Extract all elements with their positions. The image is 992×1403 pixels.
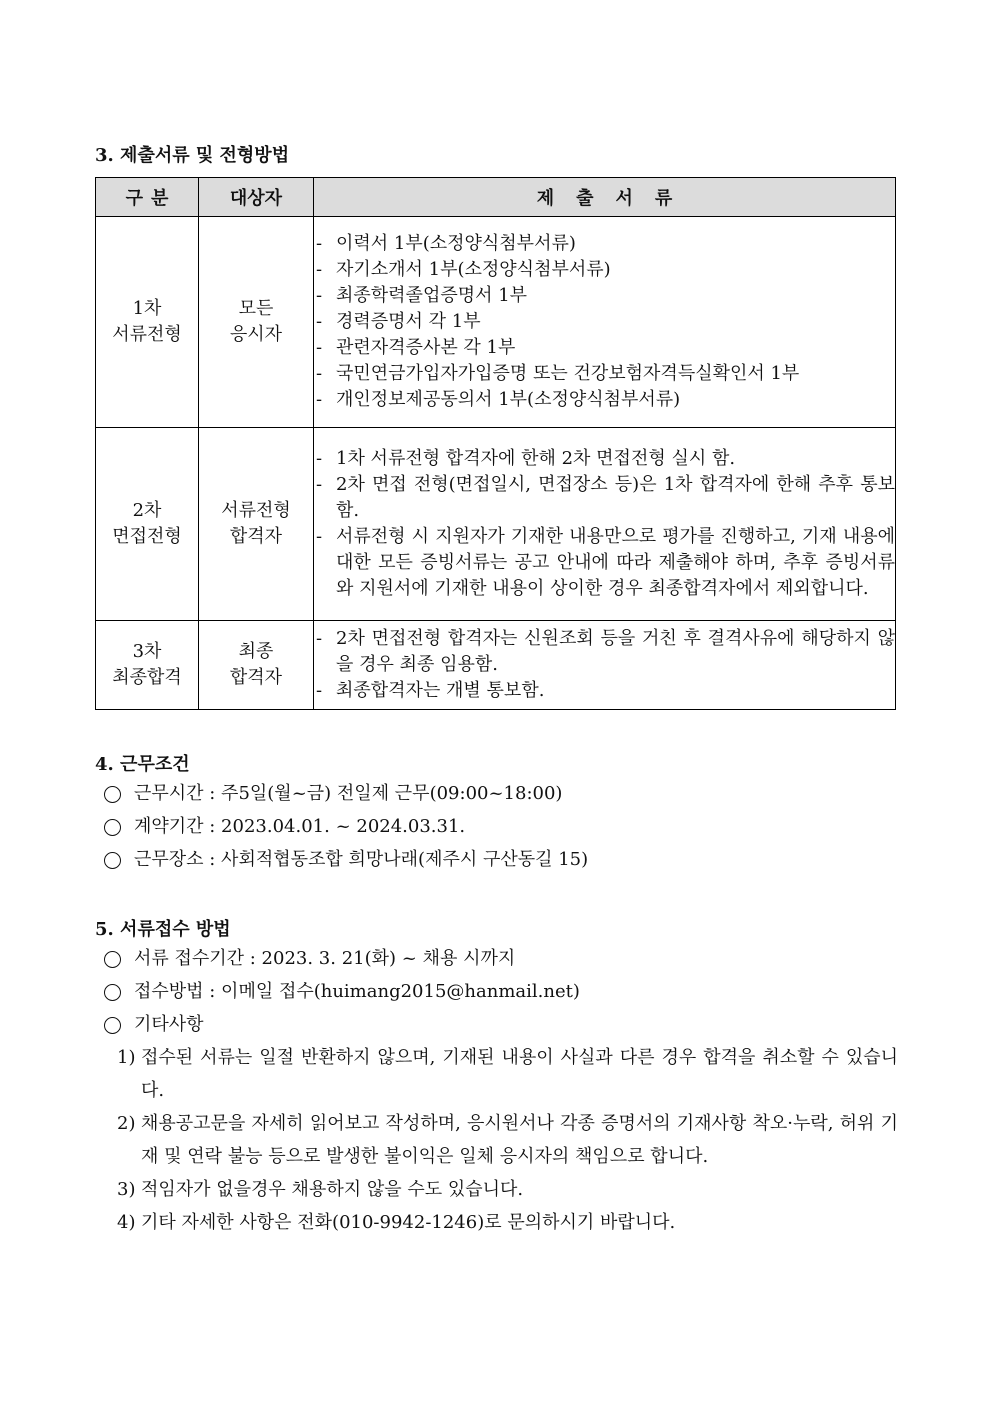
list-item: - 자기소개서 1부(소정양식첨부서류) <box>314 257 895 283</box>
documents-cell <box>314 217 896 428</box>
circle-bullet-icon <box>104 951 121 968</box>
list-item: - 국민연금가입자가입증명 또는 건강보험자격득실확인서 1부 <box>314 361 895 387</box>
circle-bullet-icon <box>104 852 121 869</box>
documents-table <box>95 177 896 710</box>
work-hours-item: 근무시간 : 주5일(월~금) 전일제 근무(09:00~18:00) <box>104 782 562 806</box>
category-cell: 3차 최종합격 <box>96 621 199 710</box>
list-item: - 1차 서류전형 합격자에 한해 2차 면접전형 실시 함. <box>314 446 895 472</box>
target-cell: 서류전형 합격자 <box>199 428 314 621</box>
category-cell: 2차 면접전형 <box>96 428 199 621</box>
header-target: 대상자 <box>199 178 314 217</box>
header-documents: 제출서류 <box>314 178 896 217</box>
documents-cell <box>314 621 896 710</box>
other-notes-item: 기타사항 <box>104 1013 204 1037</box>
circle-bullet-icon <box>104 1017 121 1034</box>
table-header-row <box>96 178 896 217</box>
contract-period-item: 계약기간 : 2023.04.01. ~ 2024.03.31. <box>104 815 465 839</box>
table-row <box>96 428 896 621</box>
documents-cell <box>314 428 896 621</box>
table-row <box>96 621 896 710</box>
application-method-item: 접수방법 : 이메일 접수(huimang2015@hanmail.net) <box>104 980 580 1004</box>
list-item: - 개인정보제공동의서 1부(소정양식첨부서류) <box>314 387 895 413</box>
header-category: 구분 <box>96 178 199 217</box>
list-item: - 최종합격자는 개별 통보함. <box>314 678 895 704</box>
list-item: - 경력증명서 각 1부 <box>314 309 895 335</box>
target-cell: 모든 응시자 <box>199 217 314 428</box>
section-5-title: 5. 서류접수 방법 <box>95 919 231 940</box>
circle-bullet-icon <box>104 819 121 836</box>
target-cell: 최종 합격자 <box>199 621 314 710</box>
section-4-title: 4. 근무조건 <box>95 754 190 775</box>
note-item: 3) 적임자가 없을경우 채용하지 않을 수도 있습니다. <box>117 1179 524 1200</box>
note-item: 4) 기타 자세한 사항은 전화(010-9942-1246)로 문의하시기 바랍니다. <box>117 1212 676 1233</box>
list-item: - 2차 면접 전형(면접일시, 면접장소 등)은 1차 합격자에 한해 추후 통보 함. <box>314 472 895 524</box>
note-item: 2) 채용공고문을 자세히 읽어보고 작성하며, 응시원서나 각종 증명서의 기재사항 착오·누락, 허위 기재 및 연락 불능 등으로 발생한 불이익은 일체 응시자의 책임으로 합니다. <box>117 1113 898 1167</box>
list-item: - 최종학력졸업증명서 1부 <box>314 283 895 309</box>
circle-bullet-icon <box>104 786 121 803</box>
list-item: - 2차 면접전형 합격자는 신원조회 등을 거친 후 결격사유에 해당하지 않을 경우 최종 임용함. <box>314 626 895 678</box>
table-row <box>96 217 896 428</box>
application-period-item: 서류 접수기간 : 2023. 3. 21(화) ~ 채용 시까지 <box>104 947 515 971</box>
circle-bullet-icon <box>104 984 121 1001</box>
list-item: - 이력서 1부(소정양식첨부서류) <box>314 231 895 257</box>
section-3-title: 3. 제출서류 및 전형방법 <box>95 145 290 166</box>
list-item: - 서류전형 시 지원자가 기재한 내용만으로 평가를 진행하고, 기재 내용에 대한 모든 증빙서류는 공고 안내에 따라 제출해야 하며, 추후 증빙서류와 지원서에 기재한 내용이 상이한 경우 최종합격자에서 제외합니다. <box>314 524 895 602</box>
category-cell: 1차 서류전형 <box>96 217 199 428</box>
note-item: 1) 접수된 서류는 일절 반환하지 않으며, 기재된 내용이 사실과 다른 경우 합격을 취소할 수 있습니다. <box>117 1047 898 1101</box>
work-location-item: 근무장소 : 사회적협동조합 희망나래(제주시 구산동길 15) <box>104 848 588 872</box>
list-item: - 관련자격증사본 각 1부 <box>314 335 895 361</box>
